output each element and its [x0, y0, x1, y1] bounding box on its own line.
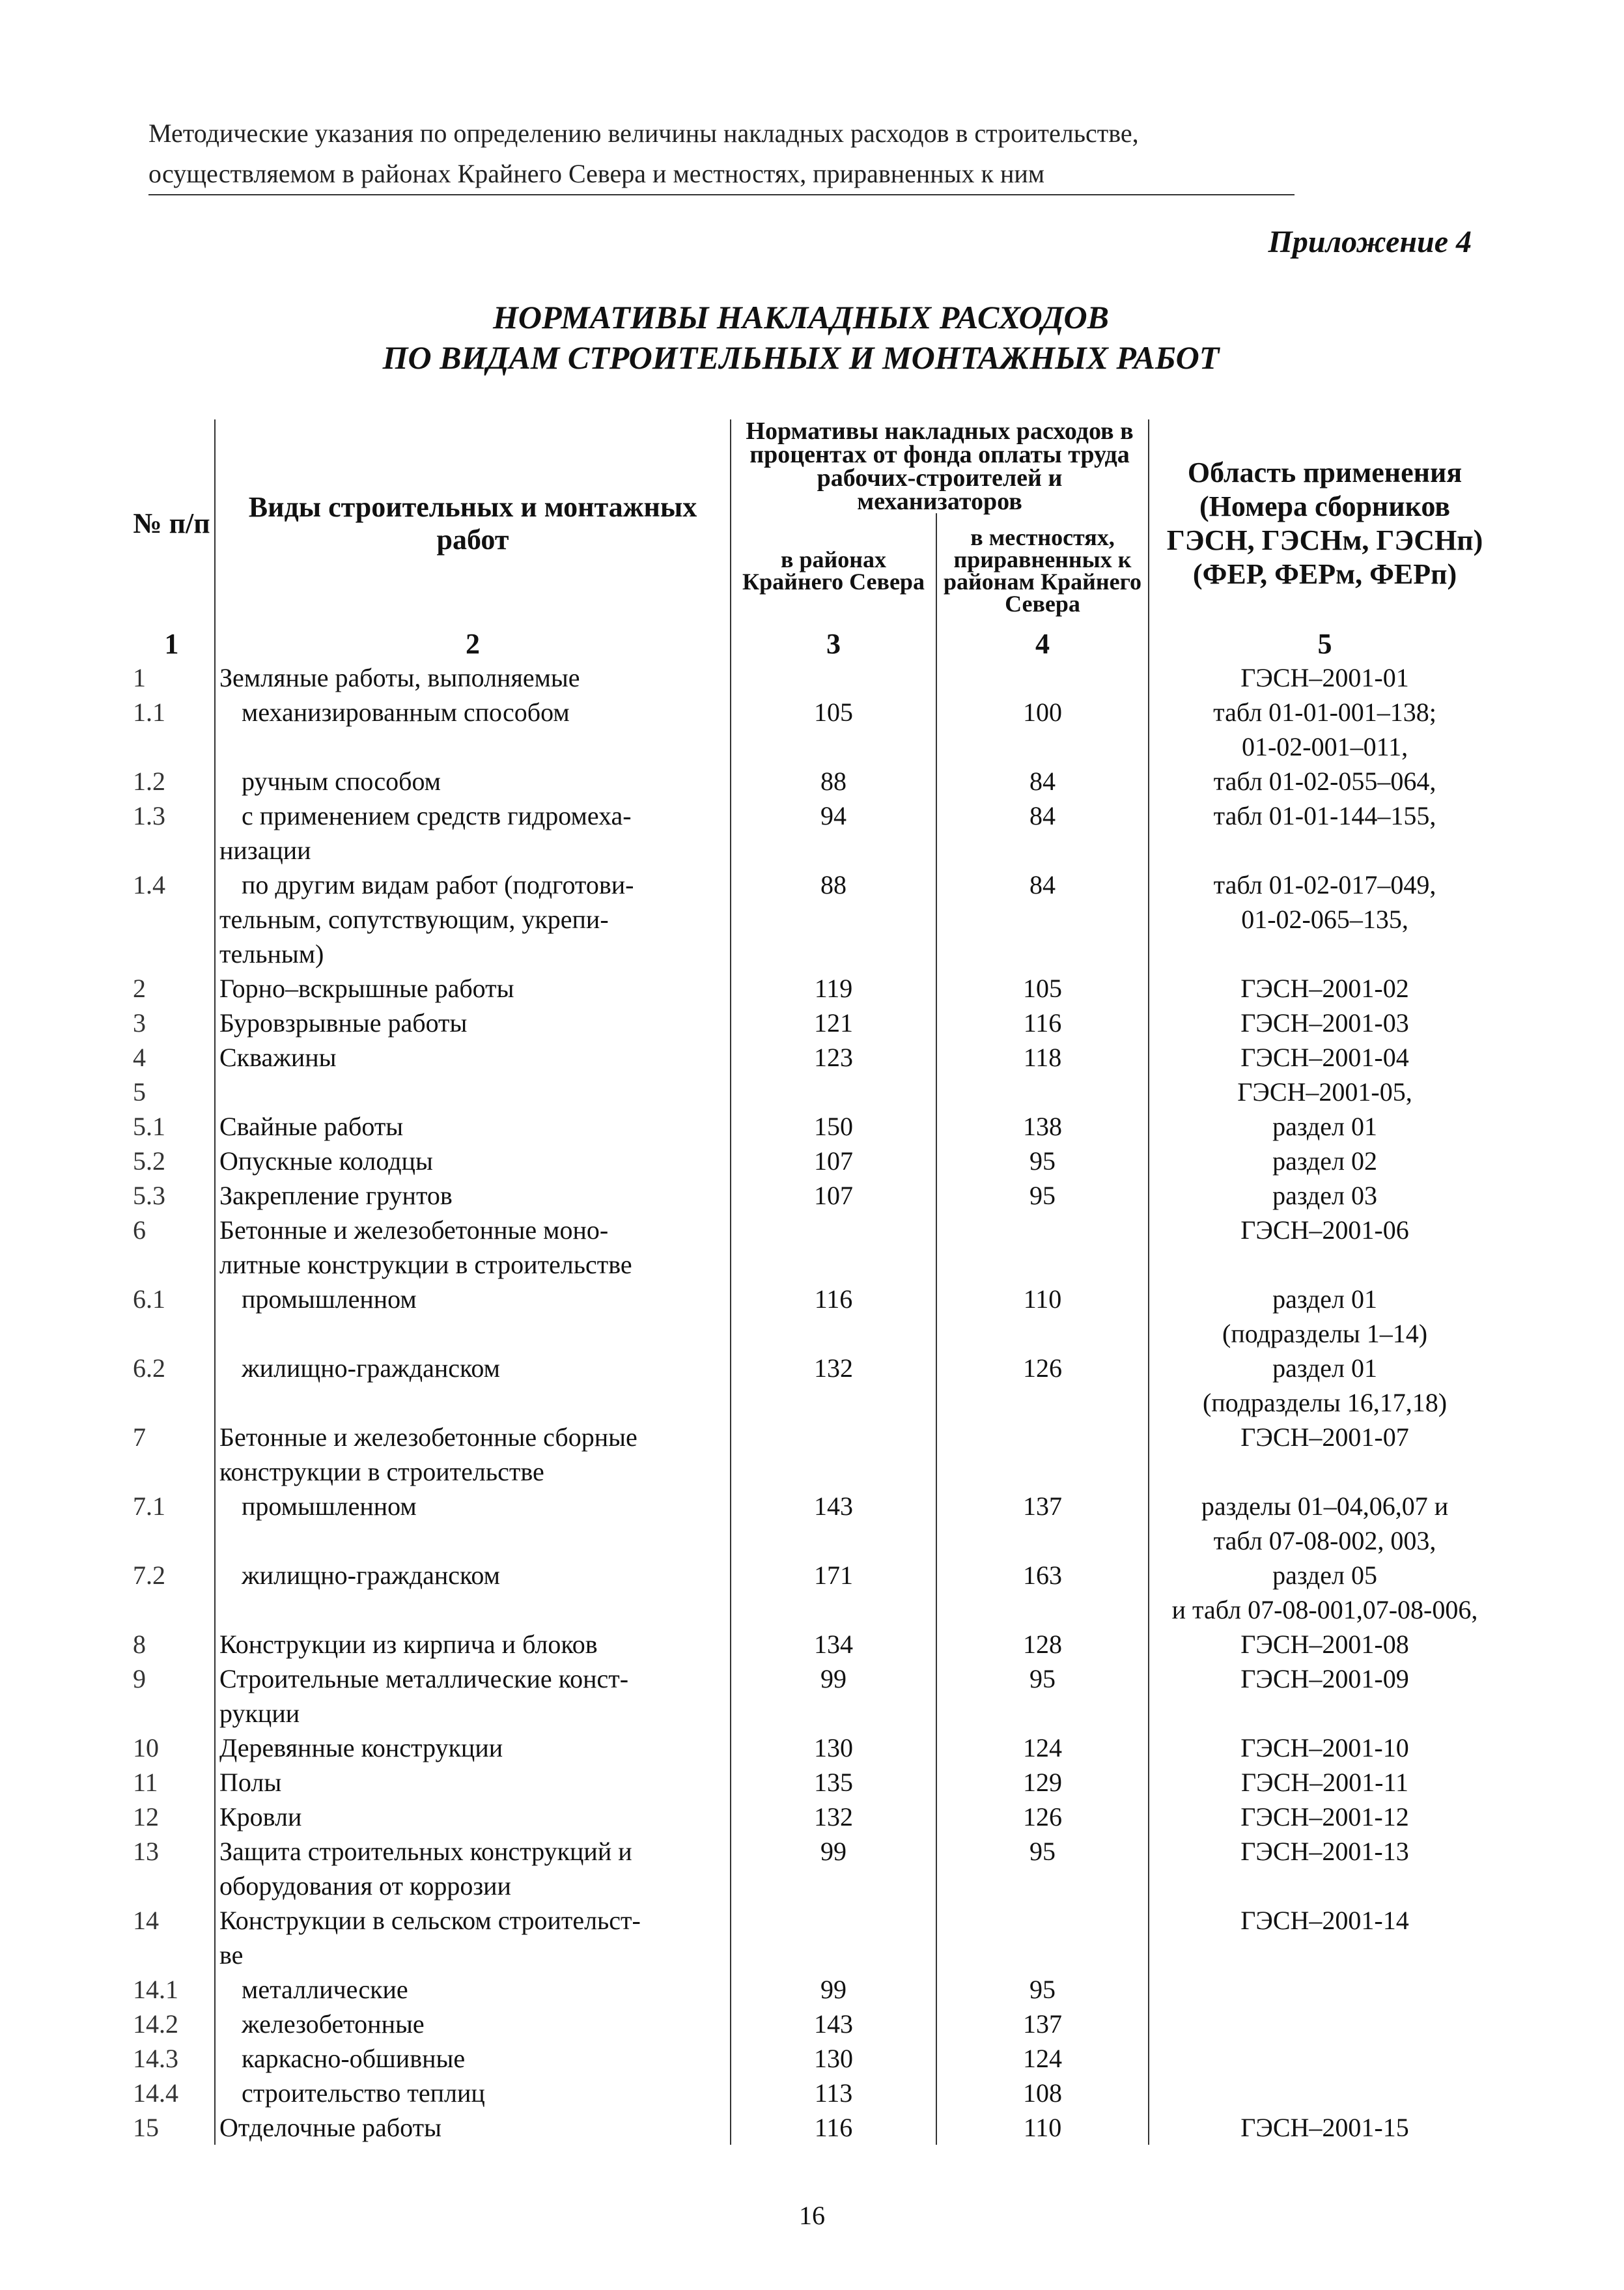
row-kind: Строительные металлические конст- — [215, 1661, 731, 1696]
row-scope — [1149, 1696, 1500, 1731]
norms-table — [129, 419, 1500, 2145]
table-row — [129, 902, 1500, 937]
header-num: № п/п — [133, 507, 210, 539]
row-scope: раздел 01 — [1149, 1109, 1500, 1144]
row-kind: Конструкции из кирпича и блоков — [215, 1627, 731, 1661]
row-number: 10 — [133, 1733, 159, 1762]
table-row — [129, 1351, 1500, 1385]
row-equivalent-value: 118 — [936, 1040, 1149, 1075]
row-kind: промышленном — [215, 1282, 731, 1316]
row-equivalent-value: 105 — [936, 971, 1149, 1006]
row-north-value: 88 — [731, 764, 936, 799]
row-kind: жилищно-гражданском — [215, 1558, 731, 1592]
row-kind — [215, 1385, 731, 1420]
row-north-value: 150 — [731, 1109, 936, 1144]
table-row — [129, 1558, 1500, 1592]
row-equivalent-value: 84 — [936, 799, 1149, 833]
table-row — [129, 1144, 1500, 1178]
row-equivalent-value — [936, 1213, 1149, 1247]
row-equivalent-value: 84 — [936, 764, 1149, 799]
row-number: 6.1 — [133, 1284, 165, 1314]
row-equivalent-value: 126 — [936, 1351, 1149, 1385]
row-north-value: 99 — [731, 1661, 936, 1696]
row-scope — [1149, 1972, 1500, 2007]
row-number: 1.2 — [133, 767, 165, 796]
table-row — [129, 1972, 1500, 2007]
table-row — [129, 1903, 1500, 1938]
row-scope — [1149, 1454, 1500, 1489]
row-number: 14.4 — [133, 2078, 178, 2108]
row-equivalent-value: 124 — [936, 2041, 1149, 2076]
row-north-value: 107 — [731, 1144, 936, 1178]
row-equivalent-value: 137 — [936, 1489, 1149, 1523]
row-number: 11 — [133, 1768, 158, 1797]
row-number: 5.3 — [133, 1181, 165, 1210]
row-number — [129, 833, 215, 868]
row-scope: ГЭСН–2001-13 — [1149, 1834, 1500, 1869]
row-number — [129, 937, 215, 971]
row-number: 2 — [133, 974, 146, 1003]
row-north-value: 99 — [731, 1972, 936, 2007]
row-kind: металлические — [215, 1972, 731, 2007]
row-north-value: 130 — [731, 2041, 936, 2076]
row-north-value — [731, 729, 936, 764]
table-row — [129, 1006, 1500, 1040]
row-north-value — [731, 1696, 936, 1731]
row-equivalent-value — [936, 1316, 1149, 1351]
row-kind: Опускные колодцы — [215, 1144, 731, 1178]
table-row — [129, 1627, 1500, 1661]
row-scope — [1149, 2076, 1500, 2110]
row-equivalent-value — [936, 833, 1149, 868]
table-row — [129, 695, 1500, 729]
row-scope: ГЭСН–2001-14 — [1149, 1903, 1500, 1938]
row-kind: Закрепление грунтов — [215, 1178, 731, 1213]
row-kind: Конструкции в сельском строительст- — [215, 1903, 731, 1938]
row-equivalent-value — [936, 1385, 1149, 1420]
row-number — [129, 1592, 215, 1627]
document-header — [148, 113, 1295, 195]
row-number: 7 — [133, 1422, 146, 1452]
row-scope: ГЭСН–2001-05, — [1149, 1075, 1500, 1109]
row-kind: жилищно-гражданском — [215, 1351, 731, 1385]
row-number: 12 — [133, 1802, 159, 1831]
row-north-value: 105 — [731, 695, 936, 729]
row-scope — [1149, 937, 1500, 971]
row-equivalent-value — [936, 1454, 1149, 1489]
table-row — [129, 1523, 1500, 1558]
row-kind: Защита строительных конструкций и — [215, 1834, 731, 1869]
row-north-value — [731, 833, 936, 868]
row-scope: разделы 01–04,06,07 и — [1149, 1489, 1500, 1523]
table-row — [129, 1731, 1500, 1765]
row-scope: (подразделы 1–14) — [1149, 1316, 1500, 1351]
row-number: 7.2 — [133, 1561, 165, 1590]
table-row — [129, 2007, 1500, 2041]
table-row — [129, 1075, 1500, 1109]
table-row — [129, 833, 1500, 868]
row-north-value — [731, 1316, 936, 1351]
row-kind: Скважины — [215, 1040, 731, 1075]
row-kind: Буровзрывные работы — [215, 1006, 731, 1040]
row-scope: раздел 02 — [1149, 1144, 1500, 1178]
row-equivalent-value — [936, 729, 1149, 764]
row-number — [129, 1247, 215, 1282]
row-north-value: 121 — [731, 1006, 936, 1040]
row-kind: Бетонные и железобетонные сборные — [215, 1420, 731, 1454]
row-equivalent-value — [936, 1696, 1149, 1731]
row-north-value — [731, 1213, 936, 1247]
row-kind: рукции — [215, 1696, 731, 1731]
table-row — [129, 2041, 1500, 2076]
row-number — [129, 1454, 215, 1489]
header-kind: Виды строительных и монтажных работ — [215, 419, 731, 628]
row-north-value: 135 — [731, 1765, 936, 1800]
row-scope — [1149, 2007, 1500, 2041]
row-equivalent-value — [936, 1938, 1149, 1972]
row-north-value — [731, 660, 936, 695]
header-col3: в районах Крайнего Севера — [731, 513, 936, 628]
table-row — [129, 764, 1500, 799]
row-kind: Свайные работы — [215, 1109, 731, 1144]
table-row — [129, 2076, 1500, 2110]
table-row — [129, 1938, 1500, 1972]
row-equivalent-value — [936, 1247, 1149, 1282]
row-scope: ГЭСН–2001-03 — [1149, 1006, 1500, 1040]
table-row — [129, 1247, 1500, 1282]
row-kind — [215, 729, 731, 764]
row-equivalent-value: 124 — [936, 1731, 1149, 1765]
row-north-value — [731, 1903, 936, 1938]
row-equivalent-value: 84 — [936, 868, 1149, 902]
title-line-2: ПО ВИДАМ СТРОИТЕЛЬНЫХ И МОНТАЖНЫХ РАБОТ — [382, 339, 1220, 376]
row-scope: ГЭСН–2001-11 — [1149, 1765, 1500, 1800]
row-north-value: 99 — [731, 1834, 936, 1869]
row-number: 7.1 — [133, 1491, 165, 1521]
row-equivalent-value — [936, 937, 1149, 971]
table-row — [129, 1316, 1500, 1351]
row-north-value: 134 — [731, 1627, 936, 1661]
table-row — [129, 1040, 1500, 1075]
row-kind: оборудования от коррозии — [215, 1869, 731, 1903]
row-scope — [1149, 833, 1500, 868]
header-scope: Область применения (Номера сборников ГЭСН, ГЭСНм, ГЭСНп) (ФЕР, ФЕРм, ФЕРп) — [1149, 419, 1500, 628]
header-n1: 1 — [164, 628, 179, 660]
row-number — [129, 1938, 215, 1972]
table-row — [129, 1661, 1500, 1696]
row-number: 5.2 — [133, 1146, 165, 1176]
row-scope: 01-02-001–011, — [1149, 729, 1500, 764]
table-row — [129, 1213, 1500, 1247]
row-north-value — [731, 1385, 936, 1420]
table-row — [129, 937, 1500, 971]
header-norms: Нормативы накладных расходов в процентах от фонда оплаты труда рабочих-строителей и механизаторов — [731, 419, 1149, 513]
row-equivalent-value: 108 — [936, 2076, 1149, 2110]
row-number — [129, 1316, 215, 1351]
row-scope: ГЭСН–2001-04 — [1149, 1040, 1500, 1075]
row-kind: Кровли — [215, 1800, 731, 1834]
row-kind: с применением средств гидромеха- — [215, 799, 731, 833]
table-row — [129, 1696, 1500, 1731]
header-n5: 5 — [1149, 628, 1500, 660]
row-equivalent-value: 110 — [936, 2110, 1149, 2145]
row-equivalent-value: 95 — [936, 1834, 1149, 1869]
row-north-value: 132 — [731, 1351, 936, 1385]
row-number — [129, 902, 215, 937]
row-equivalent-value — [936, 1903, 1149, 1938]
row-scope: табл 01-02-017–049, — [1149, 868, 1500, 902]
row-scope: ГЭСН–2001-01 — [1149, 660, 1500, 695]
row-number — [129, 1869, 215, 1903]
row-north-value — [731, 1247, 936, 1282]
row-number: 5.1 — [133, 1112, 165, 1141]
header-n3: 3 — [731, 628, 936, 660]
row-north-value: 171 — [731, 1558, 936, 1592]
row-kind: тельным, сопутствующим, укрепи- — [215, 902, 731, 937]
row-scope: раздел 03 — [1149, 1178, 1500, 1213]
row-kind: конструкции в строительстве — [215, 1454, 731, 1489]
row-kind: железобетонные — [215, 2007, 731, 2041]
row-north-value — [731, 1075, 936, 1109]
row-scope: ГЭСН–2001-08 — [1149, 1627, 1500, 1661]
table-row — [129, 1109, 1500, 1144]
table-row — [129, 1834, 1500, 1869]
row-equivalent-value — [936, 1592, 1149, 1627]
table-row — [129, 1592, 1500, 1627]
page-title — [195, 297, 1407, 378]
row-equivalent-value: 129 — [936, 1765, 1149, 1800]
title-line-1: НОРМАТИВЫ НАКЛАДНЫХ РАСХОДОВ — [492, 299, 1110, 335]
table-body — [129, 660, 1500, 2145]
row-number: 15 — [133, 2113, 159, 2142]
row-equivalent-value: 95 — [936, 1178, 1149, 1213]
row-equivalent-value — [936, 1075, 1149, 1109]
row-kind — [215, 1316, 731, 1351]
row-equivalent-value: 110 — [936, 1282, 1149, 1316]
row-number: 9 — [133, 1664, 146, 1693]
header-n2: 2 — [215, 628, 731, 660]
row-kind — [215, 1523, 731, 1558]
table-row — [129, 1800, 1500, 1834]
row-scope: и табл 07-08-001,07-08-006, — [1149, 1592, 1500, 1627]
row-scope: раздел 01 — [1149, 1282, 1500, 1316]
table-row — [129, 1765, 1500, 1800]
row-scope: ГЭСН–2001-02 — [1149, 971, 1500, 1006]
row-kind — [215, 1075, 731, 1109]
row-kind: литные конструкции в строительстве — [215, 1247, 731, 1282]
row-north-value: 88 — [731, 868, 936, 902]
row-equivalent-value: 138 — [936, 1109, 1149, 1144]
row-kind — [215, 1592, 731, 1627]
row-equivalent-value — [936, 660, 1149, 695]
row-kind: Полы — [215, 1765, 731, 1800]
row-scope: ГЭСН–2001-15 — [1149, 2110, 1500, 2145]
table-row — [129, 799, 1500, 833]
row-kind: Земляные работы, выполняемые — [215, 660, 731, 695]
row-north-value: 119 — [731, 971, 936, 1006]
row-scope: ГЭСН–2001-07 — [1149, 1420, 1500, 1454]
row-number: 4 — [133, 1043, 146, 1072]
row-kind: механизированным способом — [215, 695, 731, 729]
row-north-value: 143 — [731, 2007, 936, 2041]
row-number: 14.1 — [133, 1975, 178, 2004]
row-scope: ГЭСН–2001-06 — [1149, 1213, 1500, 1247]
row-north-value — [731, 1523, 936, 1558]
table-row — [129, 1420, 1500, 1454]
row-north-value — [731, 937, 936, 971]
row-number: 3 — [133, 1008, 146, 1038]
table-row — [129, 1454, 1500, 1489]
row-kind: ве — [215, 1938, 731, 1972]
row-scope — [1149, 1938, 1500, 1972]
row-equivalent-value: 116 — [936, 1006, 1149, 1040]
row-equivalent-value: 137 — [936, 2007, 1149, 2041]
row-equivalent-value: 126 — [936, 1800, 1149, 1834]
row-kind: Горно–вскрышные работы — [215, 971, 731, 1006]
row-scope: раздел 05 — [1149, 1558, 1500, 1592]
row-scope: табл 07-08-002, 003, — [1149, 1523, 1500, 1558]
header-line-1: Методические указания по определению величины накладных расходов в строительстве, — [148, 119, 1139, 148]
row-north-value — [731, 1454, 936, 1489]
row-number: 13 — [133, 1837, 159, 1866]
table-row — [129, 868, 1500, 902]
row-kind: низации — [215, 833, 731, 868]
row-number: 8 — [133, 1630, 146, 1659]
row-north-value: 123 — [731, 1040, 936, 1075]
row-number: 1 — [133, 663, 146, 692]
row-kind: каркасно-обшивные — [215, 2041, 731, 2076]
row-north-value: 132 — [731, 1800, 936, 1834]
table-row — [129, 1385, 1500, 1420]
row-north-value: 113 — [731, 2076, 936, 2110]
row-number — [129, 1385, 215, 1420]
row-equivalent-value — [936, 1523, 1149, 1558]
row-north-value: 130 — [731, 1731, 936, 1765]
row-equivalent-value — [936, 1869, 1149, 1903]
row-kind: тельным) — [215, 937, 731, 971]
row-equivalent-value — [936, 1420, 1149, 1454]
row-scope — [1149, 1247, 1500, 1282]
table-row — [129, 1489, 1500, 1523]
table-row — [129, 660, 1500, 695]
row-north-value: 116 — [731, 1282, 936, 1316]
row-equivalent-value: 128 — [936, 1627, 1149, 1661]
row-kind: строительство теплиц — [215, 2076, 731, 2110]
header-col4: в местностях, приравненных к районам Крайнего Севера — [936, 513, 1149, 628]
row-north-value — [731, 1938, 936, 1972]
row-equivalent-value: 163 — [936, 1558, 1149, 1592]
row-number: 1.4 — [133, 870, 165, 899]
row-scope — [1149, 2041, 1500, 2076]
row-scope: табл 01-01-001–138; — [1149, 695, 1500, 729]
header-line-2: осуществляемом в районах Крайнего Севера и местностях, приравненных к ним — [148, 154, 1295, 195]
row-kind: Деревянные конструкции — [215, 1731, 731, 1765]
row-scope: ГЭСН–2001-12 — [1149, 1800, 1500, 1834]
table-row — [129, 1178, 1500, 1213]
row-number — [129, 729, 215, 764]
row-number: 14.2 — [133, 2009, 178, 2039]
row-number: 5 — [133, 1077, 146, 1107]
row-scope: ГЭСН–2001-09 — [1149, 1661, 1500, 1696]
row-north-value: 94 — [731, 799, 936, 833]
row-kind: по другим видам работ (подготови- — [215, 868, 731, 902]
page-number: 16 — [799, 2201, 825, 2230]
row-equivalent-value: 95 — [936, 1972, 1149, 2007]
row-north-value — [731, 1592, 936, 1627]
row-scope: 01-02-065–135, — [1149, 902, 1500, 937]
table-row — [129, 1282, 1500, 1316]
row-scope: ГЭСН–2001-10 — [1149, 1731, 1500, 1765]
row-kind: промышленном — [215, 1489, 731, 1523]
row-number: 1.1 — [133, 698, 165, 727]
row-equivalent-value: 100 — [936, 695, 1149, 729]
row-equivalent-value — [936, 902, 1149, 937]
table-header — [129, 419, 1500, 660]
row-north-value — [731, 1869, 936, 1903]
row-kind: ручным способом — [215, 764, 731, 799]
table-row — [129, 729, 1500, 764]
row-north-value: 143 — [731, 1489, 936, 1523]
row-north-value: 116 — [731, 2110, 936, 2145]
row-kind: Отделочные работы — [215, 2110, 731, 2145]
row-number — [129, 1523, 215, 1558]
appendix-label: Приложение 4 — [1268, 225, 1472, 259]
row-equivalent-value: 95 — [936, 1144, 1149, 1178]
row-north-value — [731, 1420, 936, 1454]
row-equivalent-value: 95 — [936, 1661, 1149, 1696]
row-number — [129, 1696, 215, 1731]
row-number: 6.2 — [133, 1353, 165, 1383]
row-scope: табл 01-01-144–155, — [1149, 799, 1500, 833]
row-scope: табл 01-02-055–064, — [1149, 764, 1500, 799]
row-scope — [1149, 1869, 1500, 1903]
row-number: 14 — [133, 1906, 159, 1935]
header-n4: 4 — [936, 628, 1149, 660]
row-number: 6 — [133, 1215, 146, 1245]
row-scope: (подразделы 16,17,18) — [1149, 1385, 1500, 1420]
row-kind: Бетонные и железобетонные моно- — [215, 1213, 731, 1247]
row-scope: раздел 01 — [1149, 1351, 1500, 1385]
row-north-value — [731, 902, 936, 937]
row-north-value: 107 — [731, 1178, 936, 1213]
table-row — [129, 971, 1500, 1006]
row-number: 1.3 — [133, 801, 165, 830]
row-number: 14.3 — [133, 2044, 178, 2073]
table-row — [129, 1869, 1500, 1903]
table-row — [129, 2110, 1500, 2145]
